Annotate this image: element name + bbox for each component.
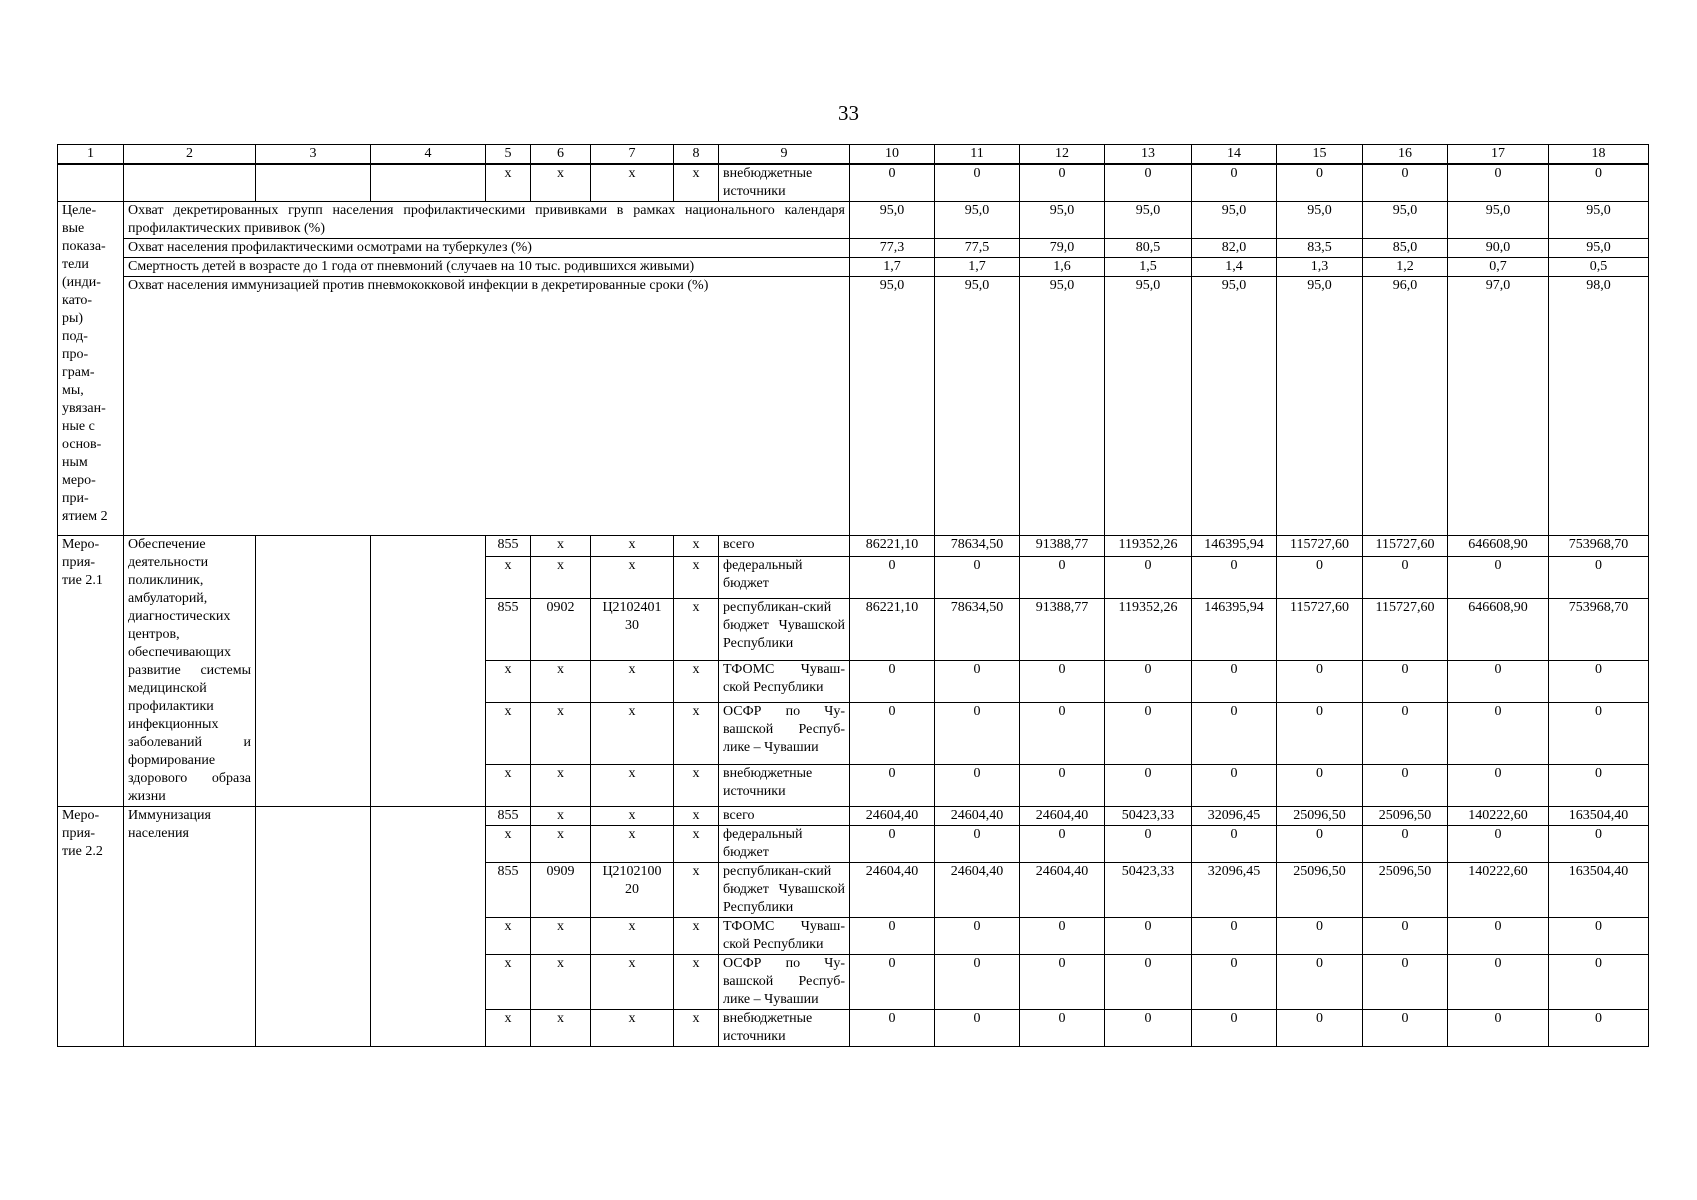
source-label: федеральный бюджет	[719, 826, 850, 863]
header-cell: 17	[1448, 145, 1549, 165]
value-cell: 0	[935, 164, 1020, 202]
indicator-value: 1,2	[1363, 258, 1448, 277]
event-label: Меро- прия- тие 2.2	[58, 807, 124, 1047]
code-cell: х	[531, 807, 591, 826]
value-cell: 140222,60	[1448, 863, 1549, 918]
code-cell: 0902	[531, 599, 591, 661]
indicator-text: Смертность детей в возрасте до 1 года от пневмоний (случаев на 10 тыс. родившихся живыми)	[124, 258, 850, 277]
source-label: внебюджетные источники	[719, 1010, 850, 1047]
value-cell: 0	[850, 826, 935, 863]
value-cell: 753968,70	[1549, 599, 1649, 661]
header-cell: 14	[1192, 145, 1277, 165]
event-label: Меро- прия- тие 2.1	[58, 536, 124, 807]
indicator-value: 95,0	[1277, 202, 1363, 239]
indicator-value: 1,5	[1105, 258, 1192, 277]
value-cell: 0	[1448, 703, 1549, 765]
code-cell: х	[486, 826, 531, 863]
code-cell: Ц2102100 20	[591, 863, 674, 918]
value-cell: 0	[1448, 164, 1549, 202]
value-cell: 0	[1549, 703, 1649, 765]
value-cell: 0	[1192, 703, 1277, 765]
value-cell: 0	[1105, 164, 1192, 202]
indicator-text: Охват декретированных групп населения профилактическими прививками в рамках национального календаря профилактических прививок (%)	[124, 202, 850, 239]
event-name: Иммунизация населения	[124, 807, 256, 1047]
value-cell: 119352,26	[1105, 536, 1192, 557]
source-label: федеральный бюджет	[719, 557, 850, 599]
header-cell: 11	[935, 145, 1020, 165]
code-cell: х	[674, 765, 719, 807]
code-cell: х	[674, 164, 719, 202]
source-label: республикан-ский бюджет Чувашской Республики	[719, 863, 850, 918]
value-cell: 0	[1363, 826, 1448, 863]
value-cell: 0	[1020, 661, 1105, 703]
value-cell: 32096,45	[1192, 863, 1277, 918]
empty-cell	[256, 164, 371, 202]
empty-cell	[256, 536, 371, 807]
value-cell: 0	[935, 955, 1020, 1010]
value-cell: 0	[1363, 918, 1448, 955]
value-cell: 24604,40	[1020, 807, 1105, 826]
indicator-value: 85,0	[1363, 239, 1448, 258]
indicator-value: 95,0	[1549, 239, 1649, 258]
code-cell: х	[674, 863, 719, 918]
code-cell: х	[531, 703, 591, 765]
value-cell: 0	[850, 1010, 935, 1047]
code-cell: 0909	[531, 863, 591, 918]
page-number: 33	[838, 101, 859, 125]
indicator-value: 95,0	[935, 202, 1020, 239]
value-cell: 86221,10	[850, 536, 935, 557]
indicator-value: 95,0	[1363, 202, 1448, 239]
value-cell: 78634,50	[935, 599, 1020, 661]
source-label: республикан-ский бюджет Чувашской Республики	[719, 599, 850, 661]
source-label: ТФОМС Чуваш-ской Республики	[719, 661, 850, 703]
value-cell: 0	[1020, 918, 1105, 955]
value-cell: 50423,33	[1105, 863, 1192, 918]
value-cell: 0	[1277, 918, 1363, 955]
code-cell: х	[531, 918, 591, 955]
header-cell: 10	[850, 145, 935, 165]
value-cell: 115727,60	[1277, 536, 1363, 557]
empty-cell	[124, 164, 256, 202]
event-row	[58, 536, 1649, 557]
value-cell: 25096,50	[1277, 807, 1363, 826]
indicator-value: 97,0	[1448, 277, 1549, 536]
value-cell: 32096,45	[1192, 807, 1277, 826]
value-cell: 0	[850, 661, 935, 703]
code-cell: х	[486, 557, 531, 599]
value-cell: 0	[1448, 955, 1549, 1010]
indicator-value: 90,0	[1448, 239, 1549, 258]
empty-cell	[58, 164, 124, 202]
value-cell: 0	[1192, 765, 1277, 807]
indicator-value: 95,0	[1448, 202, 1549, 239]
value-cell: 0	[1549, 826, 1649, 863]
value-cell: 91388,77	[1020, 536, 1105, 557]
source-label: ТФОМС Чуваш-ской Республики	[719, 918, 850, 955]
indicator-row	[58, 258, 1649, 277]
value-cell: 0	[1363, 164, 1448, 202]
value-cell: 0	[850, 164, 935, 202]
value-cell: 0	[935, 661, 1020, 703]
value-cell: 24604,40	[850, 807, 935, 826]
value-cell: 0	[850, 918, 935, 955]
source-label: ОСФР по Чу-вашской Респуб-лике – Чувашии	[719, 703, 850, 765]
value-cell: 0	[1020, 557, 1105, 599]
value-cell: 0	[1363, 955, 1448, 1010]
value-cell: 0	[1363, 703, 1448, 765]
indicator-text: Охват населения иммунизацией против пневмококковой инфекции в декретированные сроки (%)	[124, 277, 850, 536]
value-cell: 91388,77	[1020, 599, 1105, 661]
value-cell: 50423,33	[1105, 807, 1192, 826]
value-cell: 0	[850, 765, 935, 807]
empty-cell	[371, 164, 486, 202]
indicator-row	[58, 277, 1649, 536]
value-cell: 0	[1020, 164, 1105, 202]
value-cell: 163504,40	[1549, 807, 1649, 826]
value-cell: 0	[1105, 955, 1192, 1010]
value-cell: 0	[1277, 703, 1363, 765]
empty-cell	[256, 807, 371, 1047]
code-cell: х	[531, 826, 591, 863]
indicator-row	[58, 202, 1649, 239]
header-cell: 5	[486, 145, 531, 165]
value-cell: 0	[1277, 557, 1363, 599]
value-cell: 0	[1105, 765, 1192, 807]
value-cell: 0	[1192, 955, 1277, 1010]
value-cell: 146395,94	[1192, 599, 1277, 661]
event-row	[58, 807, 1649, 826]
value-cell: 0	[935, 826, 1020, 863]
value-cell: 0	[1105, 826, 1192, 863]
indicator-value: 95,0	[1105, 277, 1192, 536]
code-cell: х	[486, 918, 531, 955]
value-cell: 0	[1448, 765, 1549, 807]
indicator-value: 96,0	[1363, 277, 1448, 536]
header-row	[58, 145, 1649, 165]
value-cell: 0	[1549, 765, 1649, 807]
indicator-value: 1,7	[850, 258, 935, 277]
value-cell: 0	[935, 703, 1020, 765]
header-cell: 4	[371, 145, 486, 165]
value-cell: 115727,60	[1363, 599, 1448, 661]
code-cell: х	[591, 918, 674, 955]
indicator-value: 79,0	[1020, 239, 1105, 258]
code-cell: 855	[486, 599, 531, 661]
value-cell: 0	[935, 765, 1020, 807]
indicator-value: 1,6	[1020, 258, 1105, 277]
value-cell: 0	[1105, 918, 1192, 955]
code-cell: х	[486, 1010, 531, 1047]
value-cell: 0	[1448, 918, 1549, 955]
header-cell: 7	[591, 145, 674, 165]
indicator-value: 0,5	[1549, 258, 1649, 277]
code-cell: х	[674, 599, 719, 661]
value-cell: 0	[1192, 1010, 1277, 1047]
empty-cell	[371, 807, 486, 1047]
code-cell: х	[591, 164, 674, 202]
value-cell: 0	[1448, 1010, 1549, 1047]
header-cell: 15	[1277, 145, 1363, 165]
source-label: внебюджетные источники	[719, 164, 850, 202]
value-cell: 0	[1277, 826, 1363, 863]
value-cell: 646608,90	[1448, 599, 1549, 661]
header-cell: 3	[256, 145, 371, 165]
header-cell: 12	[1020, 145, 1105, 165]
code-cell: х	[486, 164, 531, 202]
value-cell: 0	[1448, 826, 1549, 863]
code-cell: х	[531, 557, 591, 599]
indicator-row	[58, 239, 1649, 258]
value-cell: 0	[850, 955, 935, 1010]
header-cell: 13	[1105, 145, 1192, 165]
code-cell: х	[674, 807, 719, 826]
value-cell: 0	[1277, 164, 1363, 202]
code-cell: х	[591, 536, 674, 557]
indicator-value: 98,0	[1549, 277, 1649, 536]
value-cell: 0	[1549, 661, 1649, 703]
code-cell: х	[591, 703, 674, 765]
header-cell: 9	[719, 145, 850, 165]
code-cell: 855	[486, 863, 531, 918]
code-cell: х	[591, 826, 674, 863]
value-cell: 0	[1192, 164, 1277, 202]
value-cell: 0	[1020, 765, 1105, 807]
indicator-value: 82,0	[1192, 239, 1277, 258]
indicator-value: 95,0	[1192, 202, 1277, 239]
indicator-value: 1,4	[1192, 258, 1277, 277]
value-cell: 0	[1277, 765, 1363, 807]
value-cell: 0	[850, 703, 935, 765]
indicator-value: 0,7	[1448, 258, 1549, 277]
indicator-value: 95,0	[1020, 277, 1105, 536]
value-cell: 115727,60	[1363, 536, 1448, 557]
code-cell: х	[591, 955, 674, 1010]
value-cell: 0	[935, 557, 1020, 599]
code-cell: 855	[486, 536, 531, 557]
indicator-value: 95,0	[1277, 277, 1363, 536]
indicator-value: 95,0	[1192, 277, 1277, 536]
value-cell: 146395,94	[1192, 536, 1277, 557]
value-cell: 25096,50	[1277, 863, 1363, 918]
value-cell: 0	[1192, 661, 1277, 703]
value-cell: 24604,40	[850, 863, 935, 918]
code-cell: х	[591, 557, 674, 599]
value-cell: 0	[1448, 557, 1549, 599]
source-label: ОСФР по Чу-вашской Респуб-лике – Чувашии	[719, 955, 850, 1010]
value-cell: 753968,70	[1549, 536, 1649, 557]
code-cell: х	[674, 955, 719, 1010]
value-cell: 0	[1363, 765, 1448, 807]
code-cell: Ц2102401 30	[591, 599, 674, 661]
code-cell: х	[674, 918, 719, 955]
value-cell: 0	[1549, 918, 1649, 955]
header-cell: 16	[1363, 145, 1448, 165]
code-cell: х	[591, 661, 674, 703]
source-label: внебюджетные источники	[719, 765, 850, 807]
indicator-value: 83,5	[1277, 239, 1363, 258]
value-cell: 0	[1277, 955, 1363, 1010]
code-cell: х	[591, 807, 674, 826]
value-cell: 0	[1192, 557, 1277, 599]
source-label: всего	[719, 536, 850, 557]
value-cell: 0	[1363, 557, 1448, 599]
value-cell: 0	[1020, 1010, 1105, 1047]
value-cell: 0	[1105, 1010, 1192, 1047]
indicator-value: 95,0	[850, 202, 935, 239]
value-cell: 0	[1105, 557, 1192, 599]
value-cell: 0	[1448, 661, 1549, 703]
code-cell: х	[486, 661, 531, 703]
value-cell: 0	[1549, 1010, 1649, 1047]
value-cell: 0	[935, 918, 1020, 955]
code-cell: х	[591, 1010, 674, 1047]
header-cell: 6	[531, 145, 591, 165]
table-row	[58, 164, 1649, 202]
code-cell: х	[486, 955, 531, 1010]
value-cell: 0	[1549, 557, 1649, 599]
value-cell: 0	[1020, 703, 1105, 765]
code-cell: х	[531, 536, 591, 557]
empty-cell	[371, 536, 486, 807]
value-cell: 0	[1192, 918, 1277, 955]
indicator-value: 77,3	[850, 239, 935, 258]
value-cell: 0	[1363, 661, 1448, 703]
value-cell: 0	[1020, 826, 1105, 863]
indicator-value: 1,7	[935, 258, 1020, 277]
value-cell: 25096,50	[1363, 807, 1448, 826]
indicator-value: 95,0	[850, 277, 935, 536]
indicator-value: 80,5	[1105, 239, 1192, 258]
indicator-value: 95,0	[1549, 202, 1649, 239]
value-cell: 0	[1363, 1010, 1448, 1047]
code-cell: х	[674, 661, 719, 703]
indicator-value: 95,0	[1020, 202, 1105, 239]
value-cell: 0	[935, 1010, 1020, 1047]
code-cell: х	[531, 164, 591, 202]
header-cell: 2	[124, 145, 256, 165]
value-cell: 24604,40	[1020, 863, 1105, 918]
value-cell: 115727,60	[1277, 599, 1363, 661]
value-cell: 163504,40	[1549, 863, 1649, 918]
indicator-value: 77,5	[935, 239, 1020, 258]
indicator-text: Охват населения профилактическими осмотрами на туберкулез (%)	[124, 239, 850, 258]
value-cell: 24604,40	[935, 863, 1020, 918]
header-cell: 8	[674, 145, 719, 165]
code-cell: х	[486, 765, 531, 807]
code-cell: х	[674, 703, 719, 765]
table-body	[58, 145, 1649, 1047]
value-cell: 119352,26	[1105, 599, 1192, 661]
code-cell: х	[486, 703, 531, 765]
value-cell: 0	[1277, 1010, 1363, 1047]
budget-table	[57, 144, 1649, 1047]
code-cell: х	[531, 955, 591, 1010]
code-cell: х	[531, 765, 591, 807]
code-cell: х	[674, 1010, 719, 1047]
code-cell: х	[674, 536, 719, 557]
value-cell: 0	[1020, 955, 1105, 1010]
header-cell: 18	[1549, 145, 1649, 165]
value-cell: 0	[1549, 955, 1649, 1010]
value-cell: 0	[1549, 164, 1649, 202]
code-cell: х	[531, 1010, 591, 1047]
code-cell: х	[674, 557, 719, 599]
code-cell: х	[591, 765, 674, 807]
value-cell: 78634,50	[935, 536, 1020, 557]
source-label: всего	[719, 807, 850, 826]
header-cell: 1	[58, 145, 124, 165]
indicators-label: Целе- вые показа- тели (инди- като- ры) под- про- грам- мы, увязан- ные с основ- ным меро- при- ятием 2	[58, 202, 124, 536]
value-cell: 0	[1105, 703, 1192, 765]
code-cell: х	[531, 661, 591, 703]
code-cell: х	[674, 826, 719, 863]
value-cell: 25096,50	[1363, 863, 1448, 918]
value-cell: 0	[850, 557, 935, 599]
indicator-value: 1,3	[1277, 258, 1363, 277]
code-cell: 855	[486, 807, 531, 826]
indicator-value: 95,0	[935, 277, 1020, 536]
indicator-value: 95,0	[1105, 202, 1192, 239]
value-cell: 0	[1105, 661, 1192, 703]
value-cell: 0	[1192, 826, 1277, 863]
value-cell: 140222,60	[1448, 807, 1549, 826]
value-cell: 24604,40	[935, 807, 1020, 826]
event-name: Обеспечение деятельности поликлиник, амбулаторий, диагностических центров, обеспечивающих развитие системы медицинской профилактики инфекционных заболеваний и формирование здорового образа жизни	[124, 536, 256, 807]
value-cell: 0	[1277, 661, 1363, 703]
value-cell: 646608,90	[1448, 536, 1549, 557]
value-cell: 86221,10	[850, 599, 935, 661]
